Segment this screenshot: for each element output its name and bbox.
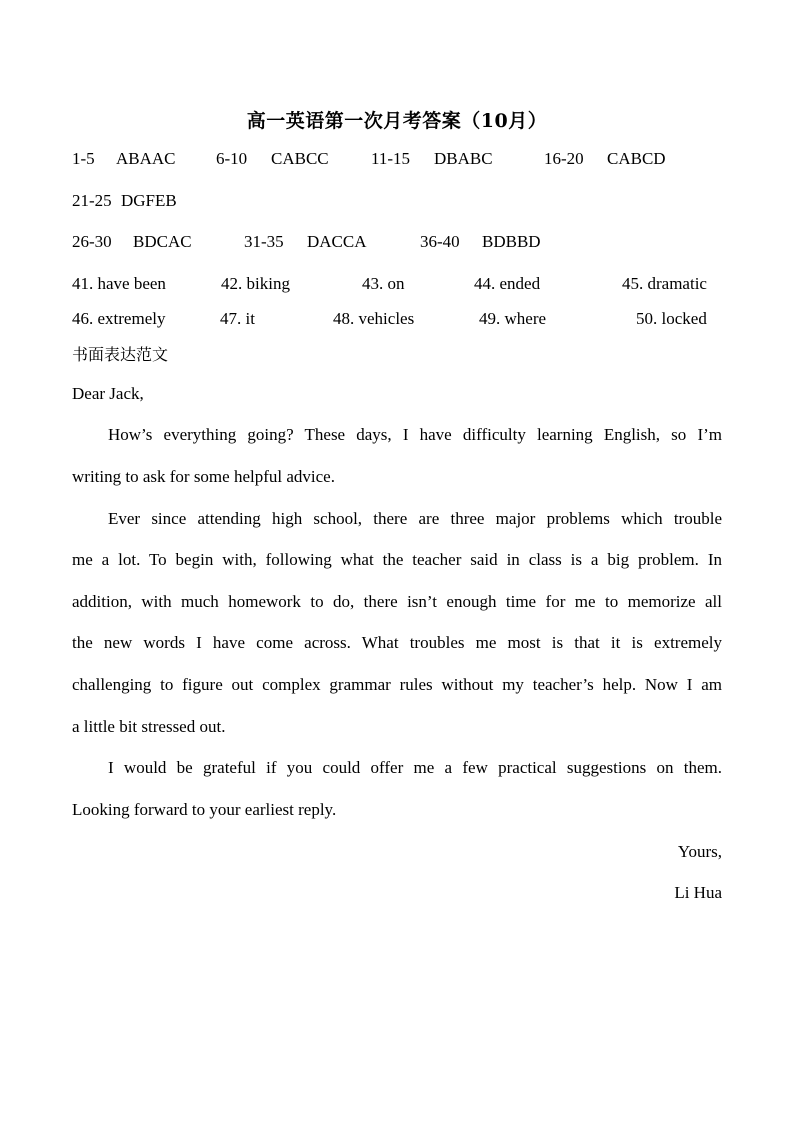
letter-line: I would be grateful if you could offer me a few practical suggestions on them. [108,758,722,777]
letter-line: Looking forward to your earliest reply. [72,800,337,819]
answer-item: 48. vehicles [333,309,415,328]
answer-value: CABCC [271,149,329,168]
answer-range: 26-30 [72,232,112,251]
letter-line: the new words I have come across. What troubles me most is that it is extremely [72,633,722,652]
answer-range: 21-25 [72,191,112,210]
page-title: 高一英语第一次月考答案（10月） [246,110,548,132]
letter-closing: Yours, [677,842,722,861]
answer-value: BDCAC [133,232,192,251]
answer-value: BDBBD [482,232,541,251]
answer-item: 46. extremely [72,309,166,328]
letter-signature: Li Hua [674,883,722,902]
letter-line: writing to ask for some helpful advice. [72,467,335,486]
answer-range: 16-20 [544,149,584,168]
letter-line: How’s everything going? These days, I have difficulty learning English, so I’m [108,425,722,444]
answer-range: 11-15 [371,149,411,168]
letter-line: addition, with much homework to do, there isn’t enough time for me to memorize all [72,592,722,611]
answer-group [72,148,95,170]
answer-range: 6-10 [216,149,248,168]
answer-item: 42. biking [221,274,290,293]
answer-range: 36-40 [420,232,460,251]
answer-range: 1-5 [72,149,95,168]
answer-value: DACCA [307,232,367,251]
letter-line: a little bit stressed out. [72,717,226,736]
answer-range: 31-35 [244,232,284,251]
section-label: 书面表达范文 [72,345,169,364]
letter-line: challenging to figure out complex grammar rules without my teacher’s help. Now I am [72,675,722,694]
letter-line: Ever since attending high school, there are three major problems which trouble [108,509,722,528]
answer-item: 45. dramatic [622,274,707,293]
answer-value: DBABC [434,149,493,168]
answer-value: ABAAC [116,149,176,168]
letter-line: me a lot. To begin with, following what the teacher said in class is a big problem. In [72,550,722,569]
answer-item: 44. ended [474,274,541,293]
answer-item: 47. it [220,309,255,328]
answer-item: 50. locked [636,309,707,328]
answer-value: CABCD [607,149,666,168]
answer-item: 43. on [362,274,405,293]
letter-greeting: Dear Jack, [72,384,144,403]
answer-item: 41. have been [72,274,166,293]
answer-item: 49. where [479,309,547,328]
answer-value: DGFEB [121,191,177,210]
